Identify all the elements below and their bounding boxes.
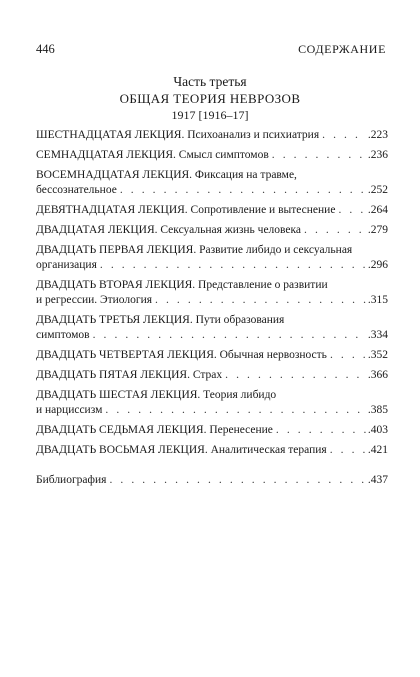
toc-entry-title: СЕМНАДЦАТАЯ ЛЕКЦИЯ. Смысл симптомов xyxy=(36,149,269,161)
toc-entry[interactable] xyxy=(36,423,388,438)
dot-leader xyxy=(338,203,365,218)
toc-entry-bibliography[interactable] xyxy=(36,473,388,488)
dot-leader xyxy=(330,348,366,363)
toc-entry-last-line xyxy=(36,203,388,218)
part-years: 1917 [1916–17] xyxy=(171,108,249,122)
toc-entry-title: ШЕСТНАДЦАТАЯ ЛЕКЦИЯ. Психоанализ и психиатрия xyxy=(36,129,320,141)
page-number: 446 xyxy=(36,42,55,56)
toc-entry-last-line xyxy=(36,328,388,343)
dot-leader xyxy=(225,368,366,383)
table-of-contents xyxy=(36,128,388,493)
toc-page-number: .252 xyxy=(367,184,388,196)
toc-entry-last-line xyxy=(36,368,388,383)
toc-entry-title: ДВАДЦАТЬ ПЯТАЯ ЛЕКЦИЯ. Страх xyxy=(36,369,223,381)
dot-leader xyxy=(93,328,366,343)
part-title: ОБЩАЯ ТЕОРИЯ НЕВРОЗОВ xyxy=(119,91,301,106)
toc-entry[interactable] xyxy=(36,243,388,273)
toc-entry-line: ДВАДЦАТЬ ШЕСТАЯ ЛЕКЦИЯ. Теория либидо xyxy=(36,389,277,401)
toc-entry-last-line xyxy=(36,348,388,363)
toc-entry[interactable] xyxy=(36,148,388,163)
toc-page-number: .223 xyxy=(367,129,388,141)
toc-entry[interactable] xyxy=(36,203,388,218)
running-title: СОДЕРЖАНИЕ xyxy=(298,42,386,56)
dot-leader xyxy=(272,148,366,163)
toc-page-number: .366 xyxy=(367,369,388,381)
toc-entry-last-line xyxy=(36,403,388,418)
toc-page-number: .279 xyxy=(367,224,388,236)
toc-entry-last-line xyxy=(36,443,388,458)
dot-leader xyxy=(105,403,366,418)
toc-entry-title: ДВАДЦАТЬ СЕДЬМАЯ ЛЕКЦИЯ. Перенесение xyxy=(36,424,273,436)
toc-entry-line: ДВАДЦАТЬ ТРЕТЬЯ ЛЕКЦИЯ. Пути образования xyxy=(36,314,285,326)
toc-entry[interactable] xyxy=(36,388,388,418)
toc-entry-last-line xyxy=(36,258,388,273)
toc-entry-title: Библиография xyxy=(36,474,107,486)
part-heading xyxy=(0,74,420,123)
toc-entry-title: ДВАДЦАТАЯ ЛЕКЦИЯ. Сексуальная жизнь человека xyxy=(36,224,302,236)
dot-leader xyxy=(330,443,366,458)
toc-entry-title: и регрессии. Этиология xyxy=(36,294,153,306)
toc-page-number: .437 xyxy=(367,474,388,486)
toc-page-number: .352 xyxy=(367,349,388,361)
toc-entry-last-line xyxy=(36,128,388,143)
toc-entry-line: ВОСЕМНАДЦАТАЯ ЛЕКЦИЯ. Фиксация на травме, xyxy=(36,169,297,181)
dot-leader xyxy=(304,223,366,238)
dot-leader xyxy=(100,258,366,273)
running-head xyxy=(36,42,386,58)
toc-entry-title: бессознательное xyxy=(36,184,117,196)
toc-entry-last-line xyxy=(36,148,388,163)
dot-leader xyxy=(322,128,366,143)
toc-entry-title: организация xyxy=(36,259,97,271)
toc-entry-last-line xyxy=(36,293,388,308)
dot-leader xyxy=(109,473,365,488)
toc-entry-title: ДВАДЦАТЬ ЧЕТВЕРТАЯ ЛЕКЦИЯ. Обычная нервозность xyxy=(36,349,327,361)
toc-page-number: .421 xyxy=(367,444,388,456)
toc-entry[interactable] xyxy=(36,443,388,458)
toc-page-number: .385 xyxy=(367,404,388,416)
toc-entry-line: ДВАДЦАТЬ ПЕРВАЯ ЛЕКЦИЯ. Развитие либидо и сексуальная xyxy=(36,244,353,256)
toc-entry[interactable] xyxy=(36,313,388,343)
toc-page-number: .264 xyxy=(367,204,388,216)
toc-entry-title: ДЕВЯТНАДЦАТАЯ ЛЕКЦИЯ. Сопротивление и вытеснение xyxy=(36,204,336,216)
dot-leader xyxy=(276,423,366,438)
toc-page-number: .315 xyxy=(367,294,388,306)
toc-entry-title: симптомов xyxy=(36,329,90,341)
toc-page-number: .334 xyxy=(367,329,388,341)
toc-entry-last-line xyxy=(36,183,388,198)
toc-page-number: .296 xyxy=(367,259,388,271)
toc-entry[interactable] xyxy=(36,368,388,383)
toc-entry-last-line xyxy=(36,473,388,488)
part-label: Часть третья xyxy=(173,74,247,89)
toc-entry[interactable] xyxy=(36,168,388,198)
toc-entry[interactable] xyxy=(36,223,388,238)
toc-entry-line: ДВАДЦАТЬ ВТОРАЯ ЛЕКЦИЯ. Представление о развитии xyxy=(36,279,328,291)
dot-leader xyxy=(120,183,366,198)
toc-entry-last-line xyxy=(36,423,388,438)
toc-entry-title: и нарциссизм xyxy=(36,404,103,416)
toc-entry[interactable] xyxy=(36,128,388,143)
toc-page-number: .403 xyxy=(367,424,388,436)
toc-page-number: .236 xyxy=(367,149,388,161)
toc-entry-title: ДВАДЦАТЬ ВОСЬМАЯ ЛЕКЦИЯ. Аналитическая терапия xyxy=(36,444,327,456)
toc-entry-last-line xyxy=(36,223,388,238)
dot-leader xyxy=(155,293,366,308)
toc-entry[interactable] xyxy=(36,278,388,308)
toc-spacer xyxy=(36,463,388,473)
toc-entry[interactable] xyxy=(36,348,388,363)
